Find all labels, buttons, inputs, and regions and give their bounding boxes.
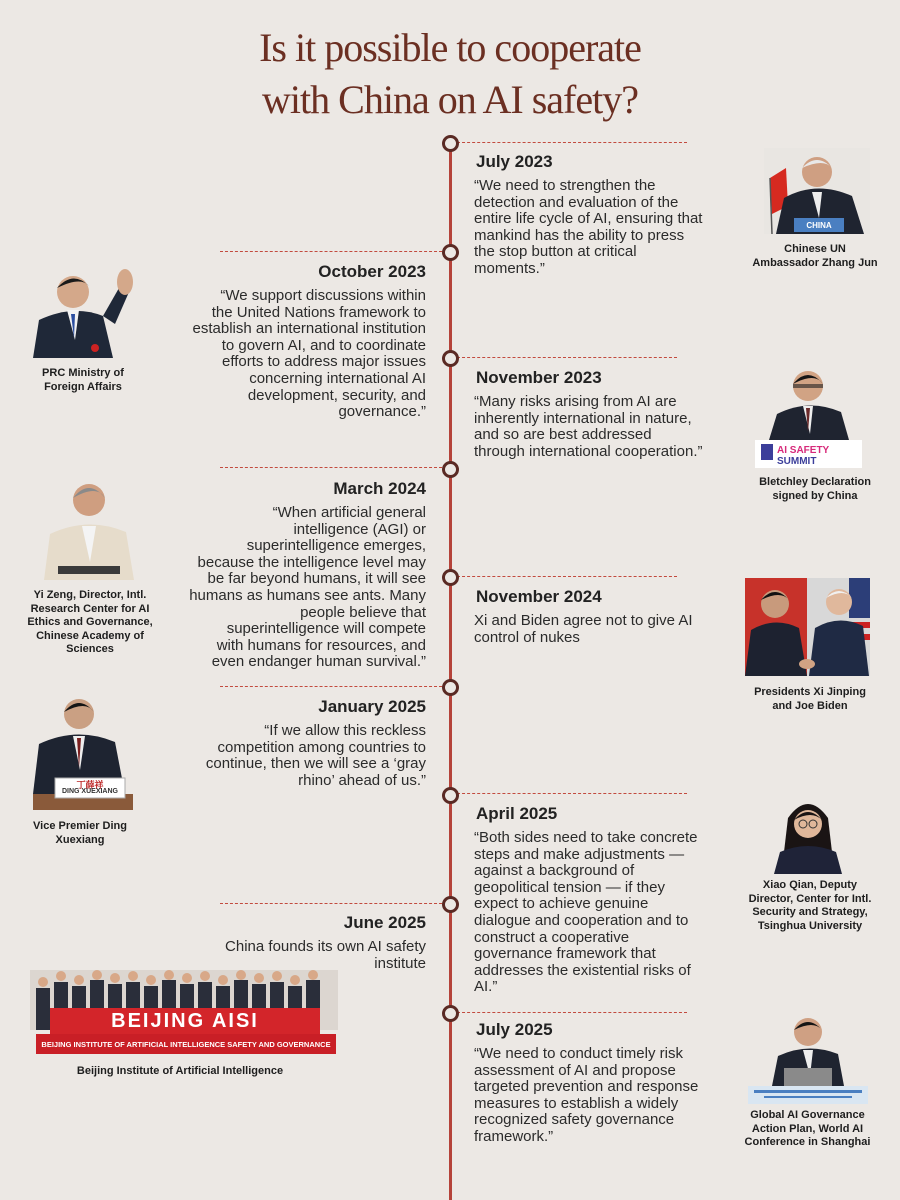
event-date: March 2024 [333,479,426,498]
event-photo-xiao-qian [770,792,846,874]
photo-nameplate-english: DING XUEXIANG [61,788,118,795]
event-photo-ding-xuexiang [33,690,133,810]
timeline-connector [457,576,677,577]
event-caption: Bletchley Declaration signed by China [759,476,871,502]
event-photo-zhang-jun [764,148,870,234]
event-quote: “When artificial general intelligence (AGI) or superintelligence emerges, because the intelligence level may be far beyond humans, it will see humans as humans see ants. Many people believe that superintelligence will compete with humans for resources, and even endanger human survival.” [189,504,426,671]
event-caption: Presidents Xi Jinping and Joe Biden [754,686,866,712]
event-caption: Yi Zeng, Director, Intl. Research Center for AI Ethics and Governance, Chinese Academy of Sciences [27,589,153,655]
timeline-dot [442,787,459,804]
event-photo-yi-zeng [42,470,136,580]
event-quote: Xi and Biden agree not to give AI control of nukes [474,612,693,646]
timeline-connector [457,793,687,794]
timeline-dot [442,1005,459,1022]
timeline-dot [442,135,459,152]
event-quote: “Both sides need to take concrete steps and make adjustments — against a background of geopolitical tension — if they expect to achieve genuine dialogue and cooperation and to construct a cooperative governance framework that addresses the existential risks of AI.” [474,829,698,996]
photo-sign-text: BEIJING AISI [111,1010,259,1032]
timeline-connector [220,903,442,904]
timeline-dot [442,569,459,586]
timeline-connector [220,251,442,252]
event-photo-beijing-aisi [30,970,338,1058]
event-date: July 2025 [476,1020,553,1039]
event-date: October 2023 [318,262,426,281]
page-title [0,22,900,126]
event-date: January 2025 [318,697,426,716]
event-caption: Global AI Governance Action Plan, World AI Conference in Shanghai [744,1109,871,1148]
event-caption: Xiao Qian, Deputy Director, Center for Intl. Security and Strategy, Tsinghua University [748,879,872,932]
event-quote: “If we allow this reckless competition among countries to continue, then we will see a ‘gray rhino’ ahead of us.” [205,722,426,789]
photo-summit-text-1: AI SAFETY [777,445,830,456]
event-date: November 2023 [476,368,602,387]
page-title-line-2: with China on AI safety? [262,77,638,122]
photo-nameplate: CHINA [806,221,832,230]
timeline-connector [457,357,677,358]
photo-banner-text: BEIJING INSTITUTE OF ARTIFICIAL INTELLIGENCE SAFETY AND GOVERNANCE [41,1040,331,1049]
event-photo-waic-shanghai [748,1010,868,1104]
event-caption: Beijing Institute of Artificial Intelligence [76,1065,284,1077]
timeline-connector [457,142,687,143]
timeline-line [449,145,452,1200]
timeline-dot [442,244,459,261]
photo-nameplate-chinese: 丁薛祥 [76,780,104,790]
timeline-dot [442,679,459,696]
timeline-connector [457,1012,687,1013]
event-photo-foreign-ministry [33,258,141,358]
timeline-connector [220,467,442,468]
event-date: June 2025 [343,913,426,932]
timeline-dot [442,896,459,913]
event-quote: “We need to strengthen the detection and evaluation of the entire life cycle of AI, ensuring that mankind has the ability to press the stop button at critical moments.” [474,177,703,277]
event-quote: “We support discussions within the United Nations framework to establish an international institution to govern AI, and to coordinate efforts to address major issues concerning international AI development, security, and governance.” [192,287,426,421]
event-photo-bletchley [755,356,862,468]
event-caption: Chinese UN Ambassador Zhang Jun [752,243,878,269]
event-date: April 2025 [476,804,558,823]
event-date: November 2024 [476,587,602,606]
photo-summit-text-2: SUMMIT [777,456,817,467]
timeline-dot [442,461,459,478]
event-quote: China founds its own AI safety institute [225,938,426,972]
event-caption: PRC Ministry of Foreign Affairs [42,367,124,393]
page-title-line-1: Is it possible to cooperate [259,25,641,70]
event-caption: Vice Premier Ding Xuexiang [33,820,127,846]
event-photo-xi-biden [745,578,870,676]
event-quote: “We need to conduct timely risk assessment of AI and propose targeted prevention and response measures to establish a widely recognized safety governance framework.” [474,1045,699,1145]
event-quote: “Many risks arising from AI are inherently international in nature, and so are best addressed through international cooperation.” [474,393,703,460]
timeline-connector [220,686,442,687]
event-date: July 2023 [476,152,553,171]
timeline-dot [442,350,459,367]
